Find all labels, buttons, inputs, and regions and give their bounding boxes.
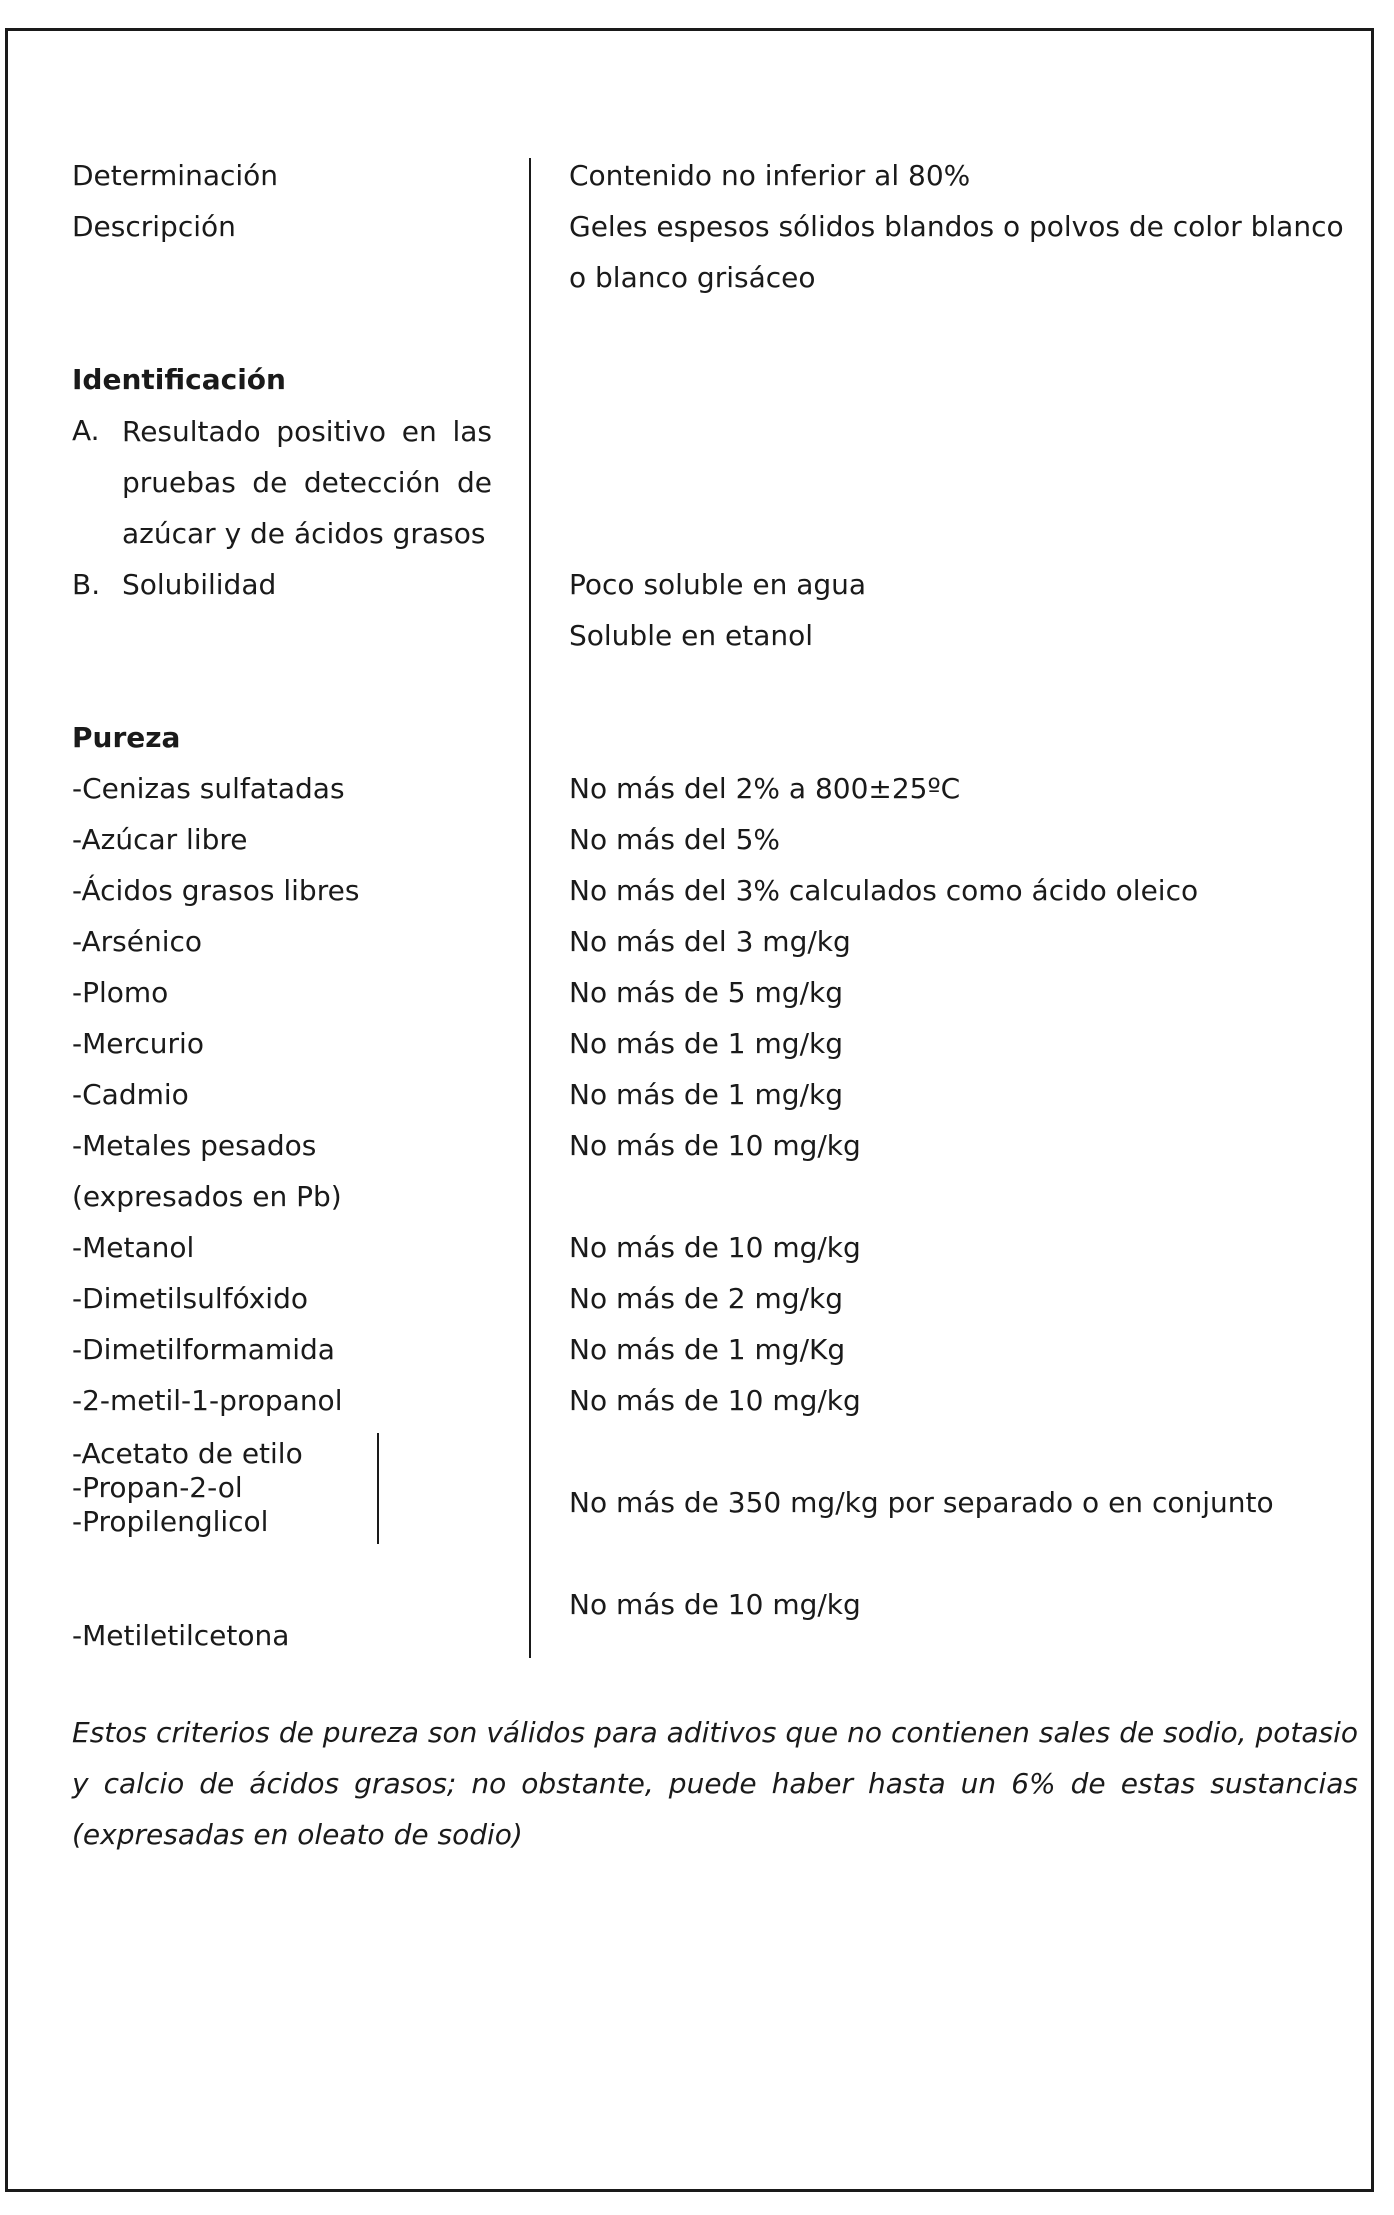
pureza-label: -Metanol: [72, 1231, 195, 1264]
pureza-value: No más de 10 mg/kg: [569, 1384, 861, 1417]
value-solubilidad-1: Poco soluble en agua: [569, 568, 867, 601]
ident-a-line1: Resultado positivo en las: [122, 415, 492, 448]
pureza-value: No más de 10 mg/kg: [569, 1231, 861, 1264]
label-solubilidad: Solubilidad: [122, 568, 277, 601]
pureza-label: -Cenizas sulfatadas: [72, 772, 345, 805]
pureza-value: No más de 1 mg/kg: [569, 1027, 843, 1060]
marker-a: A.: [72, 414, 100, 447]
pureza-label: (expresados en Pb): [72, 1180, 342, 1213]
marker-b: B.: [72, 568, 101, 601]
pureza-value: No más de 2 mg/kg: [569, 1282, 843, 1315]
value-determinacion: Contenido no inferior al 80%: [569, 159, 971, 192]
pureza-value: No más del 2% a 800±25ºC: [569, 772, 961, 805]
ident-a-text: [122, 406, 492, 559]
footnote-line2: y calcio de ácidos grasos; no obstante, puede haber hasta un 6% de estas sustancias: [72, 1767, 1358, 1800]
pureza-value: No más de 1 mg/kg: [569, 1078, 843, 1111]
pureza-label: -2-metil-1-propanol: [72, 1384, 343, 1417]
pureza-value: No más de 5 mg/kg: [569, 976, 843, 1009]
pureza-label: -Dimetilformamida: [72, 1333, 335, 1366]
pureza-label: -Cadmio: [72, 1078, 189, 1111]
group-label-acetato: -Acetato de etilo: [72, 1437, 303, 1470]
footnote-line1: Estos criterios de pureza son válidos para aditivos que no contienen sales de sodio, potasio: [72, 1716, 1358, 1749]
group-label-propanol: -Propan-2-ol: [72, 1471, 243, 1504]
pureza-value: No más del 3% calculados como ácido oleico: [569, 874, 1199, 907]
pureza-value: No más del 3 mg/kg: [569, 925, 851, 958]
pureza-label: -Arsénico: [72, 925, 203, 958]
group-label-propilenglicol: -Propilenglicol: [72, 1505, 269, 1538]
pureza-label-metiletilcetona: -Metiletilcetona: [72, 1619, 290, 1652]
heading-identificacion: Identificación: [72, 363, 286, 396]
value-solubilidad-2: Soluble en etanol: [569, 619, 814, 652]
value-descripcion-line2: o blanco grisáceo: [569, 261, 816, 294]
value-descripcion-line1: Geles espesos sólidos blandos o polvos de color blanco: [569, 210, 1344, 243]
footnote: [72, 1707, 1358, 1860]
ident-a-line3: azúcar y de ácidos grasos: [122, 517, 486, 550]
heading-pureza: Pureza: [72, 721, 181, 754]
label-determinacion: Determinación: [72, 159, 279, 192]
pureza-value: No más del 5%: [569, 823, 780, 856]
pureza-label: -Azúcar libre: [72, 823, 248, 856]
pureza-label: -Mercurio: [72, 1027, 204, 1060]
pureza-value: No más de 1 mg/Kg: [569, 1333, 846, 1366]
pureza-label: -Plomo: [72, 976, 169, 1009]
group-bracket: [377, 1433, 379, 1544]
pureza-label: -Dimetilsulfóxido: [72, 1282, 308, 1315]
pureza-label: -Metales pesados: [72, 1129, 317, 1162]
pureza-value: No más de 10 mg/kg: [569, 1129, 861, 1162]
group-value: No más de 350 mg/kg por separado o en conjunto: [569, 1486, 1274, 1519]
column-divider: [529, 158, 531, 1658]
pureza-value-metiletilcetona: No más de 10 mg/kg: [569, 1588, 861, 1621]
footnote-line3: (expresadas en oleato de sodio): [72, 1818, 523, 1851]
ident-a-line2: pruebas de detección de: [122, 466, 492, 499]
label-descripcion: Descripción: [72, 210, 236, 243]
pureza-label: -Ácidos grasos libres: [72, 874, 360, 907]
